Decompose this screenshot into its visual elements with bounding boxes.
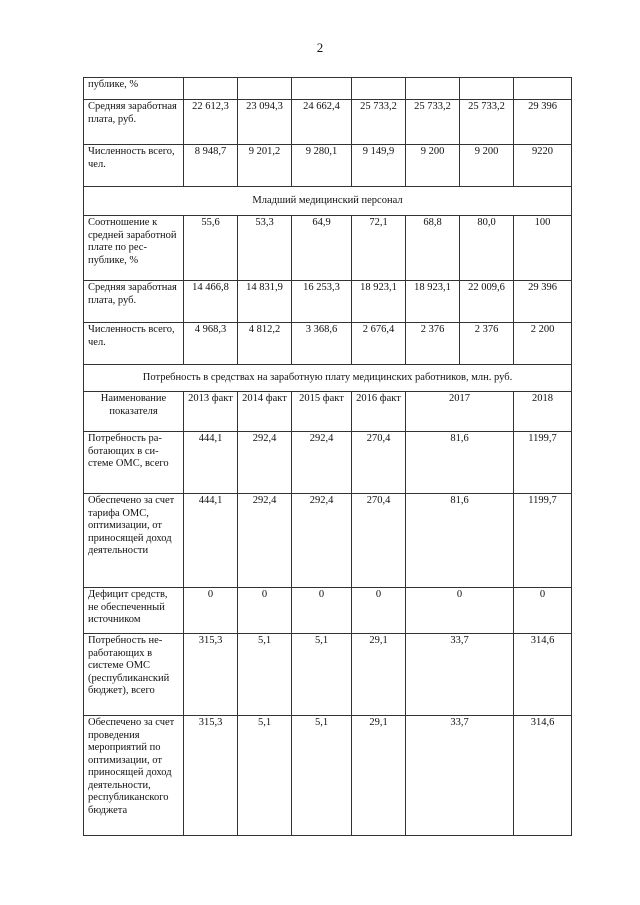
- column-header: 2015 факт: [292, 392, 352, 432]
- data-cell: 55,6: [184, 216, 238, 281]
- data-cell: [460, 78, 514, 100]
- data-cell: [406, 78, 460, 100]
- data-cell: 81,6: [406, 432, 514, 494]
- row-label: Средняя заработная плата, руб.: [84, 281, 184, 323]
- data-cell: 72,1: [352, 216, 406, 281]
- row-label: Потребность работающих в системе ОМС, всего: [84, 432, 184, 494]
- data-cell: 5,1: [292, 634, 352, 716]
- data-cell: 33,7: [406, 716, 514, 836]
- data-cell: 29 396: [514, 100, 572, 145]
- table-row: [84, 281, 572, 323]
- data-cell: 0: [184, 588, 238, 634]
- data-cell: 14 831,9: [238, 281, 292, 323]
- salary-table: [83, 77, 572, 836]
- data-cell: 29 396: [514, 281, 572, 323]
- data-cell: 9 149,9: [352, 145, 406, 187]
- data-cell: 8 948,7: [184, 145, 238, 187]
- data-cell: 18 923,1: [352, 281, 406, 323]
- data-cell: 2 376: [406, 323, 460, 365]
- data-cell: [238, 78, 292, 100]
- data-cell: 314,6: [514, 634, 572, 716]
- data-cell: 315,3: [184, 716, 238, 836]
- column-header: Наименование показателя: [84, 392, 184, 432]
- data-cell: 0: [238, 588, 292, 634]
- data-cell: 0: [292, 588, 352, 634]
- data-cell: 2 200: [514, 323, 572, 365]
- row-label: Дефицит средств, не обеспеченный источником: [84, 588, 184, 634]
- data-cell: 33,7: [406, 634, 514, 716]
- data-cell: 23 094,3: [238, 100, 292, 145]
- data-cell: 18 923,1: [406, 281, 460, 323]
- data-cell: 9 200: [406, 145, 460, 187]
- row-label: Средняя заработная плата, руб.: [84, 100, 184, 145]
- data-cell: 292,4: [292, 494, 352, 588]
- data-cell: 80,0: [460, 216, 514, 281]
- table-row: [84, 494, 572, 588]
- data-cell: 22 612,3: [184, 100, 238, 145]
- column-header: 2014 факт: [238, 392, 292, 432]
- data-cell: 25 733,2: [460, 100, 514, 145]
- row-label: Обеспечено за счет тарифа ОМС, оптимизации, от приносящей доход деятельности: [84, 494, 184, 588]
- data-cell: 29,1: [352, 634, 406, 716]
- data-cell: 100: [514, 216, 572, 281]
- data-cell: 9 201,2: [238, 145, 292, 187]
- data-cell: 68,8: [406, 216, 460, 281]
- data-cell: 3 368,6: [292, 323, 352, 365]
- table-row: [84, 432, 572, 494]
- column-header: 2016 факт: [352, 392, 406, 432]
- section-row: [84, 365, 572, 392]
- data-cell: 0: [352, 588, 406, 634]
- page-number: 2: [316, 40, 324, 55]
- data-cell: 292,4: [238, 494, 292, 588]
- section-title: Потребность в средствах на заработную плату медицинских работников, млн. руб.: [84, 365, 572, 392]
- data-cell: 2 676,4: [352, 323, 406, 365]
- row-label: Численность всего, чел.: [84, 145, 184, 187]
- table-row: [84, 216, 572, 281]
- data-cell: 4 968,3: [184, 323, 238, 365]
- header-row: [84, 392, 572, 432]
- column-header: 2018: [514, 392, 572, 432]
- data-cell: 4 812,2: [238, 323, 292, 365]
- data-cell: 444,1: [184, 494, 238, 588]
- data-cell: 81,6: [406, 494, 514, 588]
- data-cell: 314,6: [514, 716, 572, 836]
- data-cell: 0: [406, 588, 514, 634]
- data-cell: 444,1: [184, 432, 238, 494]
- row-label: Обеспечено за счет проведения мероприятий по оптимизации, от приносящей доход деятельности, республиканского бюджета: [84, 716, 184, 836]
- data-cell: 270,4: [352, 432, 406, 494]
- data-cell: 29,1: [352, 716, 406, 836]
- data-cell: [184, 78, 238, 100]
- data-cell: 315,3: [184, 634, 238, 716]
- table-row: [84, 78, 572, 100]
- data-cell: [352, 78, 406, 100]
- data-cell: 16 253,3: [292, 281, 352, 323]
- data-cell: 25 733,2: [406, 100, 460, 145]
- data-cell: 9 200: [460, 145, 514, 187]
- data-cell: 0: [514, 588, 572, 634]
- row-label: Соотношение к средней заработной плате по республике, %: [84, 216, 184, 281]
- data-cell: 9 280,1: [292, 145, 352, 187]
- data-cell: 53,3: [238, 216, 292, 281]
- data-cell: 270,4: [352, 494, 406, 588]
- data-cell: 5,1: [238, 716, 292, 836]
- table-row: [84, 323, 572, 365]
- data-cell: 22 009,6: [460, 281, 514, 323]
- table-row: [84, 145, 572, 187]
- data-cell: 5,1: [292, 716, 352, 836]
- data-cell: 9220: [514, 145, 572, 187]
- data-cell: 2 376: [460, 323, 514, 365]
- data-cell: 25 733,2: [352, 100, 406, 145]
- column-header: 2013 факт: [184, 392, 238, 432]
- table-row: [84, 716, 572, 836]
- table-body: [84, 78, 572, 836]
- table-row: [84, 634, 572, 716]
- section-row: [84, 187, 572, 216]
- data-cell: [514, 78, 572, 100]
- data-cell: 292,4: [238, 432, 292, 494]
- data-cell: 14 466,8: [184, 281, 238, 323]
- data-cell: 24 662,4: [292, 100, 352, 145]
- data-cell: 1199,7: [514, 432, 572, 494]
- row-label: публике, %: [84, 78, 184, 100]
- data-cell: 292,4: [292, 432, 352, 494]
- row-label: Потребность неработающих в системе ОМС (республиканский бюджет), всего: [84, 634, 184, 716]
- data-cell: [292, 78, 352, 100]
- data-cell: 5,1: [238, 634, 292, 716]
- table-row: [84, 100, 572, 145]
- row-label: Численность всего, чел.: [84, 323, 184, 365]
- column-header: 2017: [406, 392, 514, 432]
- section-title: Младший медицинский персонал: [84, 187, 572, 216]
- data-cell: 1199,7: [514, 494, 572, 588]
- table-row: [84, 588, 572, 634]
- data-cell: 64,9: [292, 216, 352, 281]
